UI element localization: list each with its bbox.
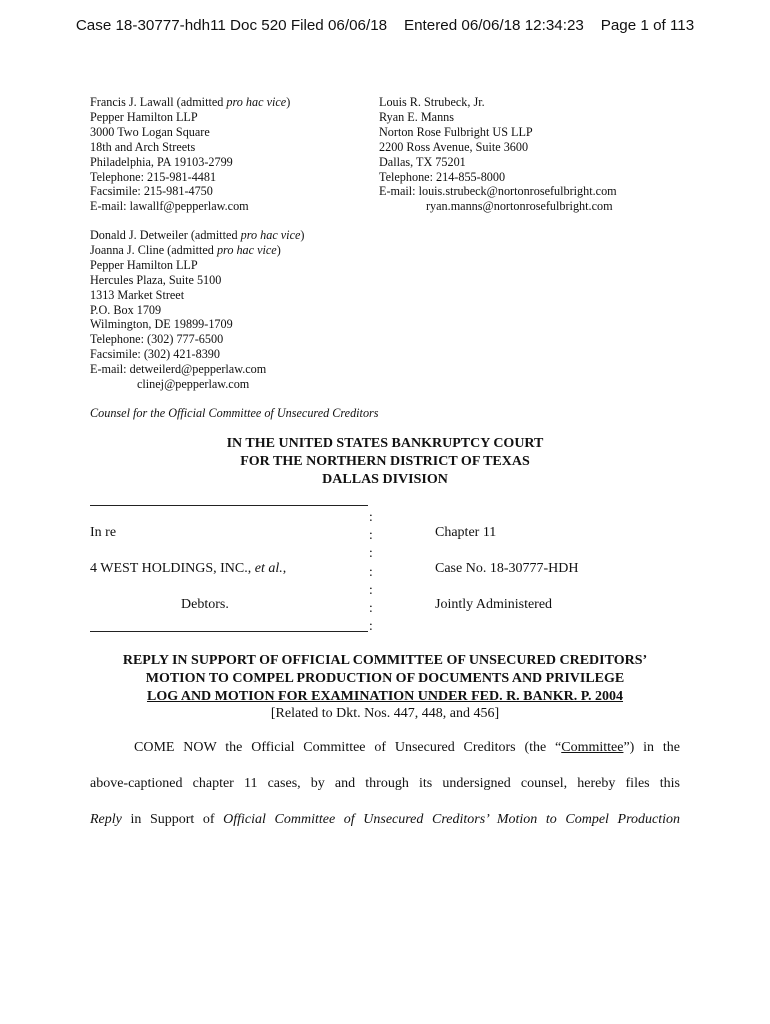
caption-top-rule — [90, 505, 368, 506]
title-line: MOTION TO COMPEL PRODUCTION OF DOCUMENTS AND PRIVILEGE — [145, 670, 625, 686]
caption-colons: : : : : : : : — [369, 509, 373, 634]
counsel-address: P.O. Box 1709 — [90, 302, 162, 317]
left-counsel-block — [90, 95, 290, 214]
body-paragraph-line: Reply in Support of Official Committee of Unsecured Creditors’ Motion to Compel Production — [90, 812, 680, 827]
related-docket: [Related to Dkt. Nos. 447, 448, and 456] — [270, 706, 500, 722]
counsel-firm: Pepper Hamilton LLP — [90, 109, 198, 124]
second-counsel-block — [90, 228, 304, 392]
counsel-phone: Telephone: 215-981-4481 — [90, 169, 217, 184]
ecf-header: Case 18-30777-hdh11 Doc 520 Filed 06/06/18 Entered 06/06/18 12:34:23 Page 1 of 113 — [75, 17, 695, 34]
counsel-name: Ryan E. Manns — [379, 109, 454, 124]
counsel-name: Francis J. Lawall (admitted pro hac vice) — [90, 95, 291, 109]
counsel-email: E-mail: lawallf@pepperlaw.com — [90, 199, 249, 214]
counsel-name: Joanna J. Cline (admitted pro hac vice) — [90, 242, 281, 257]
counsel-address: 3000 Two Logan Square — [90, 124, 210, 139]
counsel-firm: Norton Rose Fulbright US LLP — [379, 124, 533, 139]
counsel-city: Wilmington, DE 19899-1709 — [90, 317, 233, 332]
body-paragraph-line: COME NOW the Official Committee of Unsecured Creditors (the “Committee”) in the — [134, 740, 680, 755]
counsel-address: 2200 Ross Avenue, Suite 3600 — [379, 139, 529, 154]
counsel-phone: Telephone: 214-855-8000 — [379, 169, 506, 184]
caption-jointly-administered: Jointly Administered — [435, 597, 553, 612]
counsel-fax: Facsimile: (302) 421-8390 — [90, 347, 220, 362]
counsel-firm: Pepper Hamilton LLP — [90, 257, 198, 272]
caption-chapter: Chapter 11 — [435, 525, 497, 540]
counsel-fax: Facsimile: 215-981-4750 — [90, 184, 213, 199]
caption-debtors: Debtors. — [181, 597, 229, 612]
counsel-address: 18th and Arch Streets — [90, 139, 196, 154]
counsel-email: E-mail: louis.strubeck@nortonrosefulbright.com — [379, 184, 617, 199]
title-line: LOG AND MOTION FOR EXAMINATION UNDER FED. R. BANKR. P. 2004 — [146, 688, 624, 704]
caption-debtor-name: 4 WEST HOLDINGS, INC., et al., — [90, 561, 287, 576]
court-line: DALLAS DIVISION — [322, 472, 448, 487]
body-paragraph-line: above-captioned chapter 11 cases, by and through its undersigned counsel, hereby files this — [90, 776, 680, 791]
counsel-phone: Telephone: (302) 777-6500 — [90, 332, 224, 347]
caption-bottom-rule — [90, 631, 368, 632]
right-counsel-block — [379, 95, 617, 214]
caption-in-re: In re — [90, 525, 117, 540]
counsel-name: Louis R. Strubeck, Jr. — [379, 95, 485, 109]
court-line: FOR THE NORTHERN DISTRICT OF TEXAS — [240, 454, 530, 469]
counsel-city: Philadelphia, PA 19103-2799 — [90, 154, 233, 169]
counsel-email: ryan.manns@nortonrosefulbright.com — [426, 199, 613, 214]
title-line: REPLY IN SUPPORT OF OFFICIAL COMMITTEE OF UNSECURED CREDITORS’ — [122, 653, 648, 668]
counsel-address: 1313 Market Street — [90, 287, 185, 302]
counsel-email: clinej@pepperlaw.com — [137, 377, 250, 392]
court-heading — [0, 435, 770, 489]
caption-case-number: Case No. 18-30777-HDH — [435, 561, 579, 576]
counsel-email: E-mail: detweilerd@pepperlaw.com — [90, 362, 267, 377]
counsel-address: Hercules Plaza, Suite 5100 — [90, 272, 222, 287]
counsel-name: Donald J. Detweiler (admitted pro hac vice) — [90, 228, 305, 242]
counsel-for-line: Counsel for the Official Committee of Unsecured Creditors — [90, 406, 379, 420]
document-title — [0, 652, 770, 723]
court-line: IN THE UNITED STATES BANKRUPTCY COURT — [226, 436, 544, 451]
counsel-city: Dallas, TX 75201 — [379, 154, 466, 169]
